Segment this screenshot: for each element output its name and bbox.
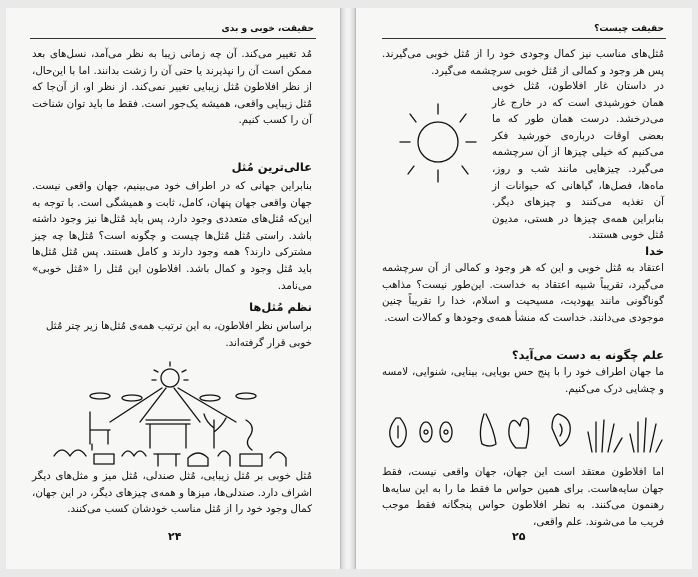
hand-icon <box>509 418 529 448</box>
halo-icons <box>90 393 256 401</box>
heading-order-of-ideas: نظم مُثل‌ها <box>249 300 312 314</box>
left-running-header: حقیقت، خوبی و بدی <box>221 24 314 34</box>
heading-knowledge: علم چگونه به دست می‌آید؟ <box>511 348 664 362</box>
left-hand-icon <box>588 420 622 452</box>
sun-icon <box>152 362 188 387</box>
right-page <box>356 8 692 569</box>
objects-row-icons <box>54 450 286 466</box>
right-hand-icon <box>630 418 662 452</box>
right-page-number: ۲۵ <box>512 530 526 543</box>
right-header-rule <box>382 38 666 39</box>
right-running-header: حقیقت چیست؟ <box>594 24 664 34</box>
knowledge-continued: اما افلاطون معتقد است این جهان، جهان واقعی نیست، فقط جهان سایه‌هاست. برای همین حواس ما فقط ما را به این سایه‌ها رهنمون می‌کنند. به نظر افلاطون حواس پنجگانه فقط موجب فریب ما می‌شوند. علم واقعی، <box>382 466 664 528</box>
left-header-rule <box>30 38 316 39</box>
ear-icon <box>552 414 570 446</box>
left-intro-paragraph: مُد تغییر می‌کند. آن چه زمانی زیبا به نظر می‌آمد، نسل‌های بعد ممکن است آن را نپذیرند یا حتی آن را زشت بدانند. اما با این‌حال، از نظر افلاطون مُثل زیبایی تغییر نمی‌کند. از نظر او، از آن‌جا که مُثل زیبایی واقعی، همیشه یک‌جور است. فقط ما باید توان شناخت آن را کسب کنیم. <box>32 48 312 127</box>
left-page <box>6 8 340 569</box>
book-gutter <box>340 8 356 569</box>
chair-icon <box>90 412 110 450</box>
left-page-number: ۲۴ <box>168 530 182 543</box>
right-intro-paragraph: مُثل‌های مناسب نیز کمال وجودی خود را از مُثل خوبی می‌گیرند. پس هر وجود و کمالی از مُثل خوبی سرچشمه می‌گیرد. <box>382 48 664 77</box>
tongue-icon <box>390 418 407 447</box>
ideas-hierarchy-illustration <box>50 360 290 470</box>
five-senses-illustration <box>382 408 664 458</box>
eyes-icon <box>420 422 452 442</box>
plant-icon <box>204 414 226 448</box>
heading-highest-idea: عالی‌ترین مُثل <box>231 160 312 174</box>
highest-idea-paragraph: بنابراین جهانی که در اطراف خود می‌بینیم، جهان واقعی نیست. جهان واقعی جهان پنهان، کامل، ثابت و همیشگی است. با توجه به این‌که مُثل‌های متعددی وجود دارد، پس باید مُثل‌ها نیز وجود داشته باشد. راستی مُثل مُثل‌ها چیست و چگونه است؟ مُثل‌ها چه چیز مشترکی دارند؟ همه وجود دارند و کامل هستند. پس مُثل مُثل‌ها باید مُثل وجود و کمال باشد. افلاطون این مُثل را «مُثل خوبی» می‌نامد. <box>32 180 312 292</box>
god-paragraph: اعتقاد به مُثل خوبی و این که هر وجود و کمالی از آن سرچشمه می‌گیرد، تقریباً شبیه اعتقاد به خداست. این‌طور نیست؟ مذاهب گوناگونی مانند یهودیت، مسیحیت و اسلام، خدا را تقریباً چنین موجودی می‌دانند. خداست که منشأ همه‌ی وجودها و کمالات است. <box>382 262 664 324</box>
sun-drawing <box>388 96 488 196</box>
heading-god: خدا <box>645 244 664 258</box>
sun-paragraph: در داستان غار افلاطون، مُثل خوبی همان خورشیدی است که در خارج غار می‌درخشد. درست همان طور که ما بعضی اوقات درباره‌ی خورشید فکر می‌کنیم که خیلی چیزها از آن سرچشمه می‌گیرد. چیزهایی مانند شب و روز، ماه‌ها، فصل‌ها، گیاهانی که حیوانات از آن تغذیه می‌کنند و چیزهای دیگر. بنابراین همه‌ی چیزها در هستی، مدیون مُثل خوبی هستند. <box>492 80 664 242</box>
nose-icon <box>480 414 496 446</box>
connector-lines <box>110 388 236 422</box>
order-of-ideas-continued: مُثل خوبی بر مُثل زیبایی، مُثل صندلی، مُثل میز و مثل‌های دیگر اشراف دارد. صندلی‌ها، میزها و همه‌ی چیزهای دیگر، در این جهان، کمال وجود خود را از مُثل مناسب خودشان کسب می‌کنند. <box>32 470 312 516</box>
table-icon <box>146 420 190 448</box>
knowledge-paragraph: ما جهان اطراف خود را با پنج حس بویایی، بینایی، شنوایی، لامسه و چشایی درک می‌کنیم. <box>382 366 664 395</box>
shape-icon <box>246 420 252 450</box>
sun-icon <box>400 104 476 182</box>
order-of-ideas-paragraph: براساس نظر افلاطون، به این ترتیب همه‌ی مُثل‌ها زیر چتر مُثل خوبی قرار گرفته‌اند. <box>46 320 312 349</box>
